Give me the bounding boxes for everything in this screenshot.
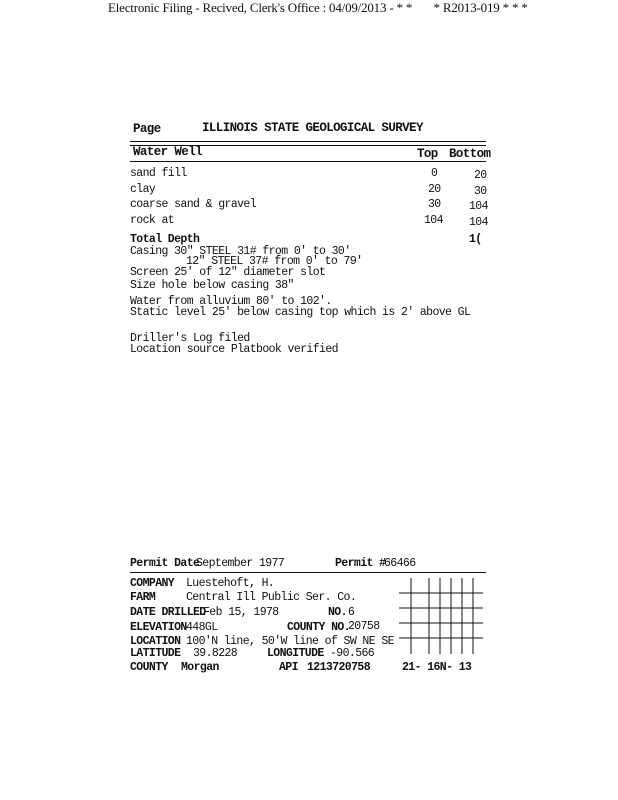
filing-header: Electronic Filing - Recived, Clerk's Office : 04/09/2013 - * * * R2013-019 * * * <box>108 0 528 15</box>
top-rule <box>130 141 486 142</box>
location-value: 100'N line, 50'W line of SW NE SE <box>186 635 394 648</box>
permit-number-value: 66466 <box>384 557 416 570</box>
record-rule <box>130 572 486 573</box>
screen-note: Screen 25' of 12" diameter slot <box>130 266 326 279</box>
row-top: 30 <box>428 198 441 211</box>
row-material: rock at <box>130 214 175 227</box>
row-top: 20 <box>428 183 441 196</box>
date-drilled-label: DATE DRILLED <box>130 606 206 619</box>
row-material: coarse sand & gravel <box>130 198 257 211</box>
latitude-label: LATITUDE <box>130 647 181 660</box>
date-drilled-value: Feb 15, 1978 <box>203 606 279 619</box>
row-top: 104 <box>424 214 443 227</box>
api-label: API <box>279 661 298 674</box>
col-bottom: Bottom <box>449 147 491 161</box>
water-from-note: Water from alluvium 80' to 102'. <box>130 295 332 308</box>
row-material: clay <box>130 183 156 196</box>
permit-date-value: September 1977 <box>196 557 285 570</box>
row-bottom: 20 <box>474 169 487 182</box>
company-value: Luestehoft, H. <box>186 577 275 590</box>
county-no-label: COUNTY NO. <box>287 621 351 634</box>
farm-label: FARM <box>130 591 156 604</box>
elevation-label: ELEVATION <box>130 621 187 634</box>
row-bottom: 104 <box>469 216 488 229</box>
county-no-value: 20758 <box>348 620 380 633</box>
county-value: Morgan <box>181 661 219 674</box>
table-heading: Water Well <box>133 145 203 159</box>
api-value: 1213720758 <box>307 661 371 674</box>
total-depth-value: 1( <box>469 233 482 246</box>
longitude-label: LONGITUDE <box>267 647 324 660</box>
farm-value: Central Ill Public Ser. Co. <box>186 591 357 604</box>
section-grid <box>399 578 483 654</box>
casing-note-2: 12" STEEL 37# from 0' to 79' <box>186 255 363 268</box>
size-hole-note: Size hole below casing 38" <box>130 279 294 292</box>
no-value: 6 <box>348 606 355 619</box>
location-label: LOCATION <box>130 635 181 648</box>
static-level-note: Static level 25' below casing top which is 2' above GL <box>130 306 471 319</box>
casing-note-1: Casing 30" STEEL 31# from 0' to 30' <box>130 245 351 258</box>
row-bottom: 104 <box>469 200 488 213</box>
elevation-value: 448GL <box>186 621 218 634</box>
survey-title: ILLINOIS STATE GEOLOGICAL SURVEY <box>202 121 423 135</box>
longitude-value: -90.566 <box>330 647 375 660</box>
no-label: NO. <box>328 606 347 619</box>
permit-number-label: Permit # <box>335 557 386 570</box>
section-value: 21- 16N- 13 <box>402 661 472 674</box>
total-depth-label: Total Depth <box>130 233 200 246</box>
company-label: COMPANY <box>130 577 175 590</box>
row-top: 0 <box>431 167 438 180</box>
row-material: sand fill <box>130 167 187 180</box>
page-label: Page <box>133 122 161 136</box>
latitude-value: 39.8228 <box>193 647 238 660</box>
permit-date-label: Permit Date <box>130 557 200 570</box>
col-top: Top <box>417 147 438 161</box>
county-label: COUNTY <box>130 661 168 674</box>
driller-log-note: Driller's Log filed <box>130 332 250 345</box>
location-source-note: Location source Platbook verified <box>130 343 338 356</box>
heading-rule <box>130 161 486 162</box>
row-bottom: 30 <box>474 185 487 198</box>
